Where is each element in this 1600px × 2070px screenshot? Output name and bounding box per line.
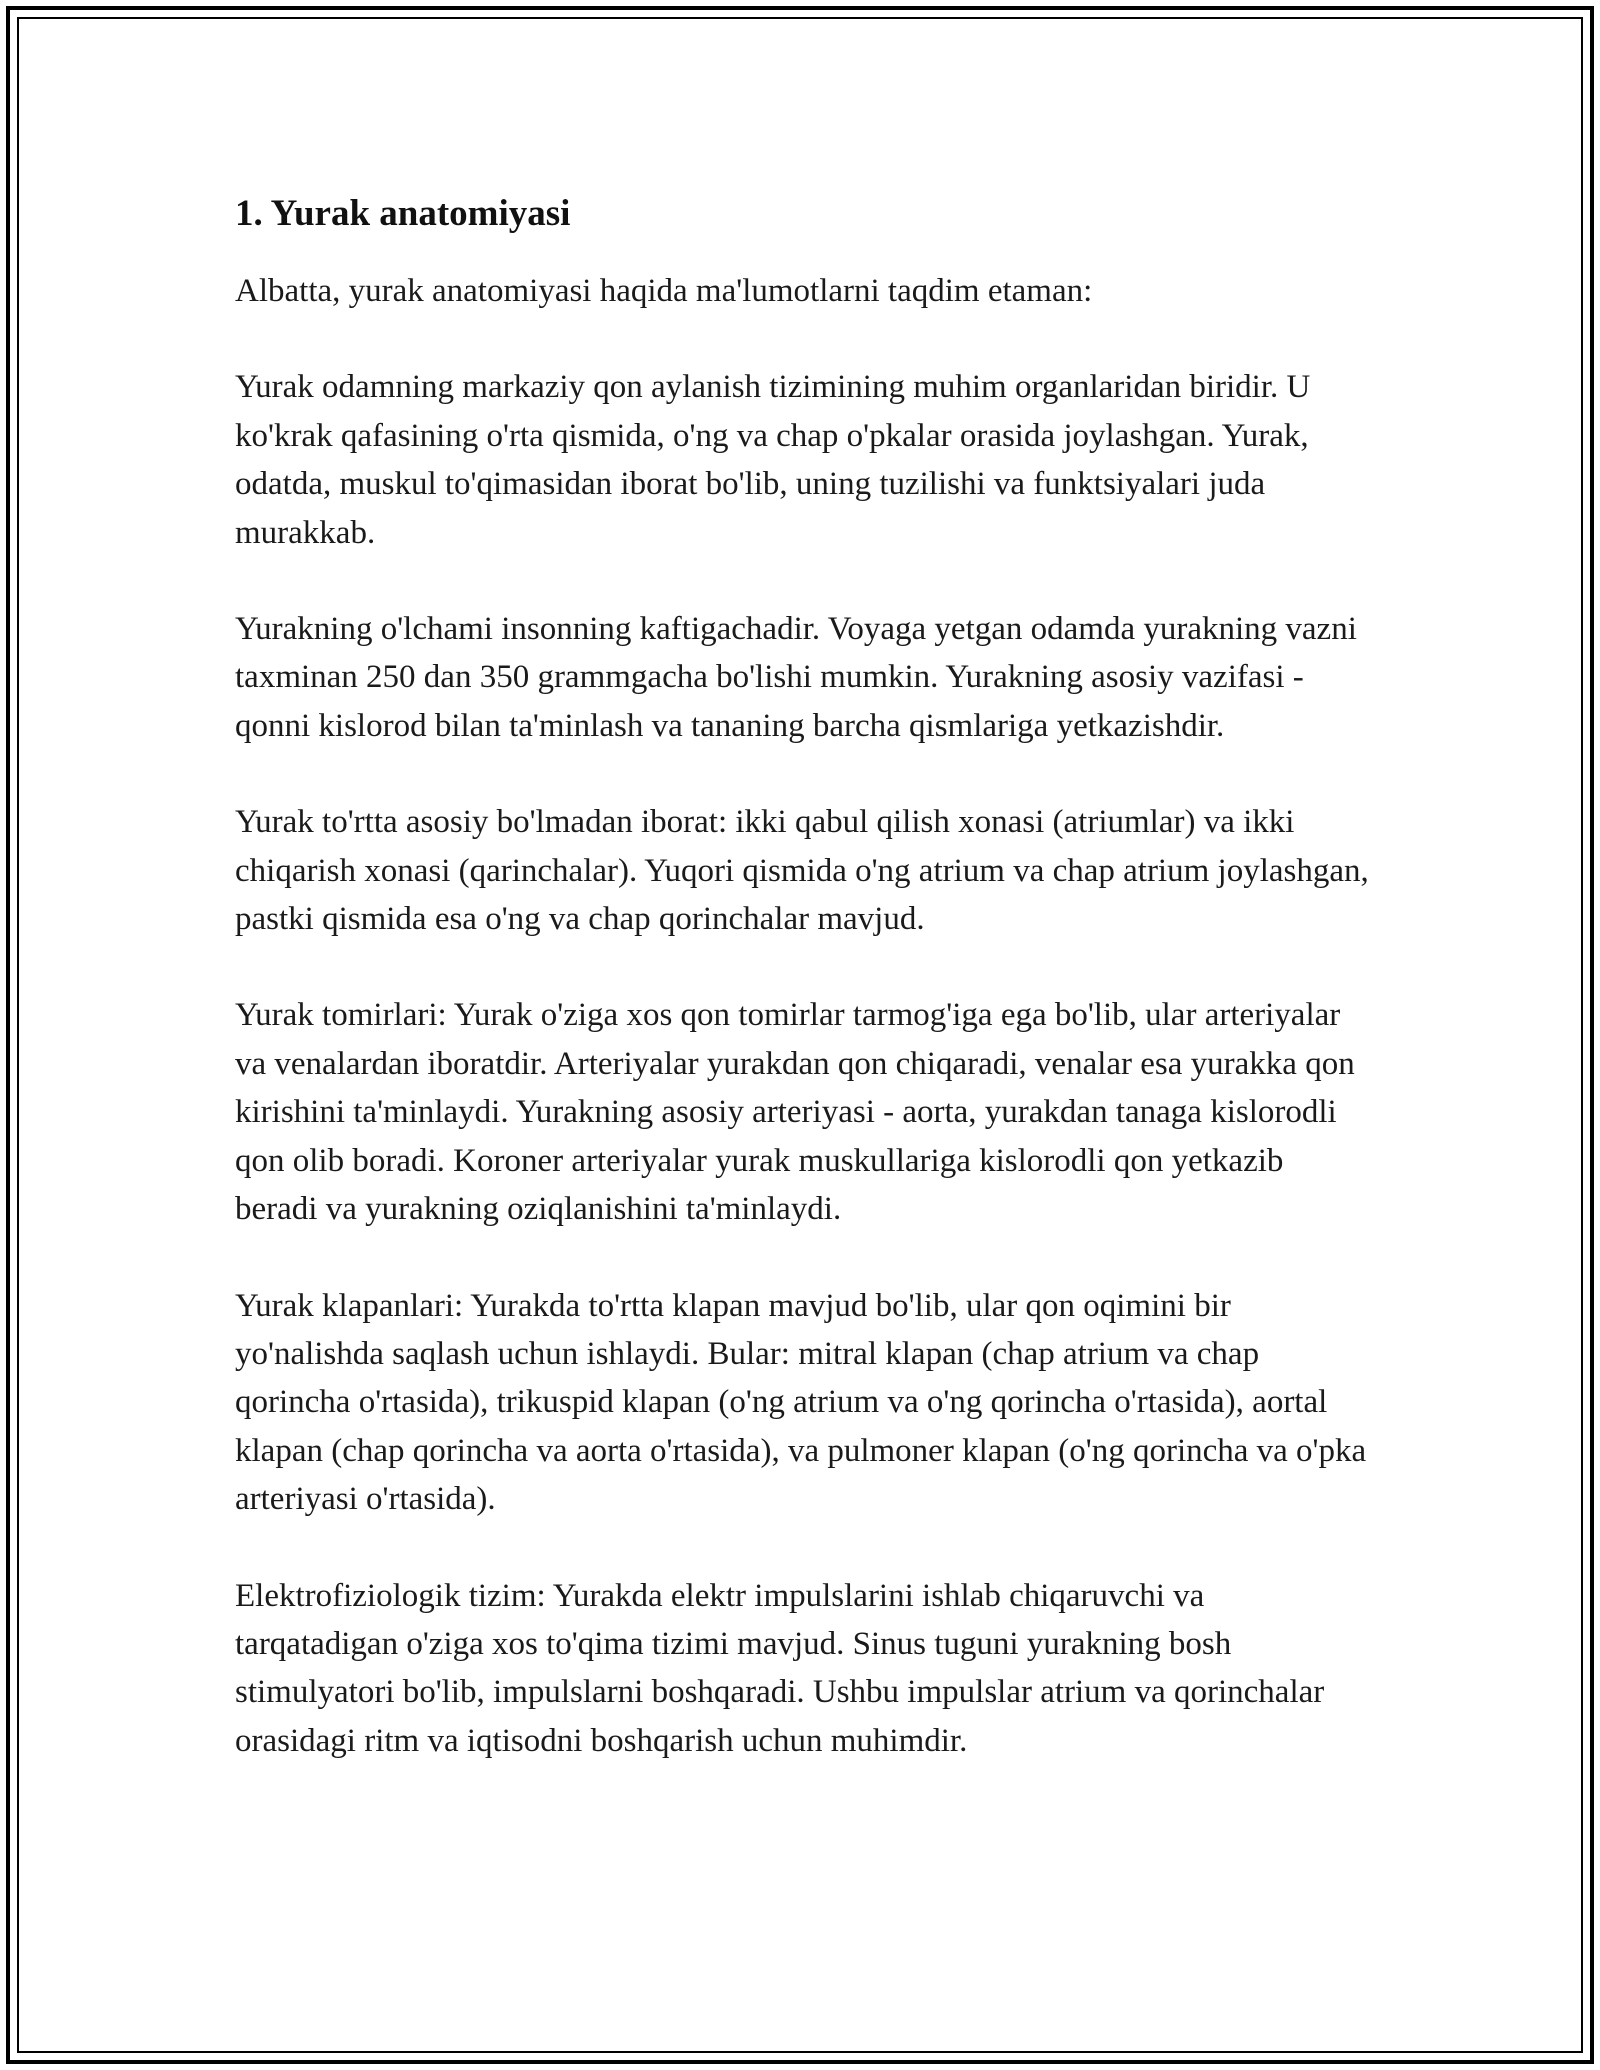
paragraph-electrophysiology: Elektrofiziologik tizim: Yurakda elektr impulslarini ishlab chiqaruvchi va tarqatadigan o'ziga xos to'qima tizimi mavjud. Sinus tuguni yurakning bosh stimulyatori bo'lib, impulslarni boshqaradi. Ushbu impulslar atrium va qorinchalar orasidagi ritm va iqtisodni boshqarish uchun muhimdir. (235, 1577, 1325, 1759)
section-heading: 1. Yurak anatomiyasi (235, 193, 571, 234)
paragraph-valves: Yurak klapanlari: Yurakda to'rtta klapan mavjud bo'lib, ular qon oqimini bir yo'nalishda saqlash uchun ishlaydi. Bular: mitral klapan (chap atrium va chap qorincha o'rtasida), trikuspid klapan (o'ng atrium va o'ng qorincha o'rtasida), aortal klapan (chap qorincha va aorta o'rtasida), va pulmoner klapan (o'ng qorincha va o'pka arteriyasi o'rtasida). (235, 1287, 1367, 1518)
paragraph-chambers: Yurak to'rtta asosiy bo'lmadan iborat: ikki qabul qilish xonasi (atriumlar) va ikki chiqarish xonasi (qarinchalar). Yuqori qismida o'ng atrium va chap atrium joylashgan, pastki qismida esa o'ng va chap qorinchalar mavjud. (235, 804, 1369, 938)
document-body (235, 188, 1370, 1813)
intro-paragraph: Albatta, yurak anatomiyasi haqida ma'lumotlarni taqdim etaman: (235, 273, 1093, 309)
paragraph-vessels: Yurak tomirlari: Yurak o'ziga xos qon tomirlar tarmog'iga ega bo'lib, ular arteriyalar va venalardan iboratdir. Arteriyalar yurakdan qon chiqaradi, venalar esa yurakka qon kirishini ta'minlaydi. Yurakning asosiy arteriyasi - aorta, yurakdan tanaga kislorodli qon olib boradi. Koroner arteriyalar yurak muskullariga kislorodli qon yetkazib beradi va yurakning oziqlanishini ta'minlaydi. (235, 997, 1355, 1228)
paragraph-overview: Yurak odamning markaziy qon aylanish tizimining muhim organlaridan biridir. U ko'krak qafasining o'rta qismida, o'ng va chap o'pkalar orasida joylashgan. Yurak, odatda, muskul to'qimasidan iborat bo'lib, uning tuzilishi va funktsiyalari juda murakkab. (235, 369, 1311, 551)
paragraph-size-weight: Yurakning o'lchami insonning kaftigachadir. Voyaga yetgan odamda yurakning vazni taxminan 250 dan 350 grammgacha bo'lishi mumkin. Yurakning asosiy vazifasi - qonni kislorod bilan ta'minlash va tananing barcha qismlariga yetkazishdir. (235, 611, 1357, 744)
